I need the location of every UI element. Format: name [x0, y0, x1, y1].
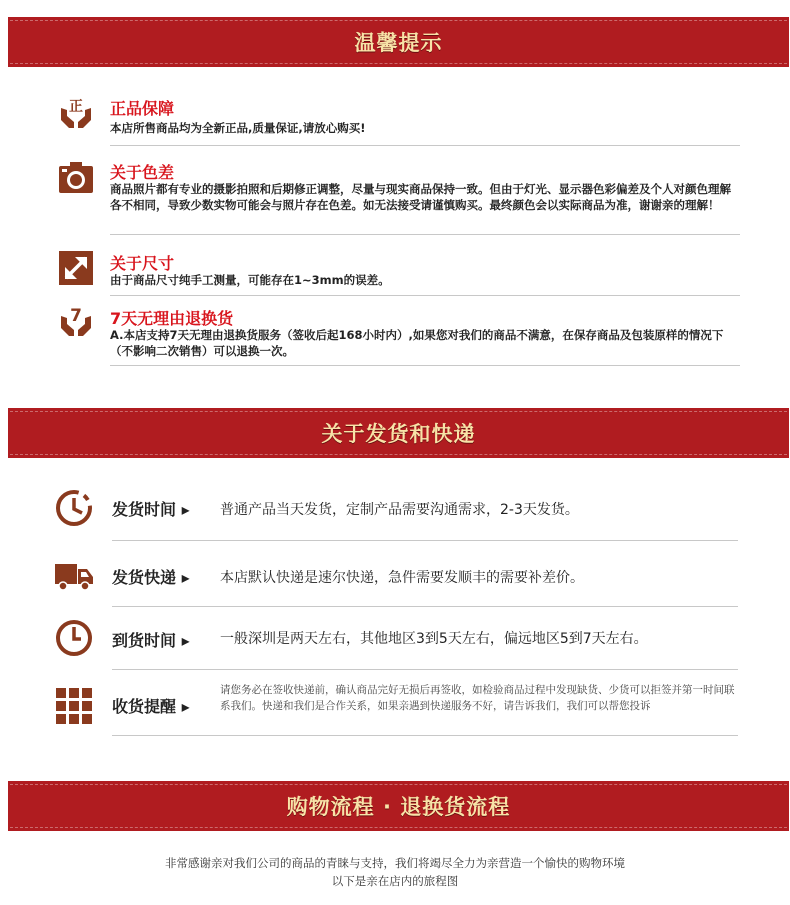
- tip-text: 商品照片都有专业的摄影拍照和后期修正调整，尽量与现实商品保持一致。但由于灯光、显示器色彩偏差及个人对颜色理解各不相同，导致少数实物可能会与照片存在色差。如无法接受请谨慎购买。最终颜色会以实际商品为准，谢谢亲的理解！: [110, 182, 731, 212]
- process-banner: [8, 781, 789, 831]
- divider: [110, 365, 740, 366]
- tip-text: 本店所售商品均为全新正品,质量保证,请放心购买!: [110, 121, 366, 135]
- thanks-text: 非常感谢亲对我们公司的商品的青睐与支持，我们将竭尽全力为亲营造一个愉快的购物环境: [165, 856, 625, 870]
- divider: [112, 669, 738, 670]
- divider: [110, 234, 740, 235]
- camera-icon: [58, 160, 94, 196]
- process-banner-title: 购物流程 · 退换货流程: [286, 795, 511, 819]
- ship-text: 请您务必在签收快递前，确认商品完好无损后再签收，如检验商品过程中发现缺货、少货可以拒签并第一时间联系我们。快递和我们是合作关系，如果亲遇到快递服务不好，请告诉我们，我们可以帮您投诉: [220, 684, 735, 712]
- ship-label: 发货时间 ▸: [112, 500, 190, 519]
- divider: [110, 145, 740, 146]
- tip-title: 关于色差: [110, 163, 175, 182]
- shipping-banner: [8, 408, 789, 458]
- ship-label: 收货提醒 ▸: [112, 697, 190, 716]
- clock-circle-icon: [54, 618, 94, 658]
- tip-text: 由于商品尺寸纯手工测量，可能存在1~3mm的误差。: [110, 273, 390, 287]
- genuine-hands-icon: [58, 96, 94, 132]
- seven-day-hands-icon: [58, 304, 94, 340]
- divider: [110, 295, 740, 296]
- svg-text:7: 7: [70, 306, 82, 326]
- ship-text: 普通产品当天发货，定制产品需要沟通需求，2-3天发货。: [220, 502, 579, 518]
- divider: [112, 606, 738, 607]
- journey-caption: 以下是亲在店内的旅程图: [331, 874, 459, 888]
- tip-text: A.本店支持7天无理由退换货服务（签收后起168小时内）,如果您对我们的商品不满意，在保存商品及包装原样的情况下（不影响二次销售）可以退换一次。: [110, 328, 724, 358]
- tips-banner: [8, 17, 789, 67]
- ship-label: 到货时间 ▸: [112, 631, 190, 650]
- tips-banner-title: 温馨提示: [354, 31, 443, 55]
- truck-icon: [54, 555, 94, 595]
- divider: [112, 735, 738, 736]
- tip-title: 正品保障: [110, 99, 175, 118]
- shipping-banner-title: 关于发货和快递: [321, 422, 476, 446]
- svg-text:正: 正: [69, 99, 83, 115]
- ship-text: 一般深圳是两天左右，其他地区3到5天左右，偏远地区5到7天左右。: [220, 631, 648, 647]
- tip-title: 7天无理由退换货: [110, 309, 234, 328]
- clock-icon: [54, 488, 94, 528]
- grid-icon: [54, 686, 94, 726]
- ship-text: 本店默认快递是速尔快递，急件需要发顺丰的需要补差价。: [220, 570, 584, 586]
- tip-title: 关于尺寸: [110, 254, 175, 273]
- resize-arrow-icon: [58, 250, 94, 286]
- ship-label: 发货快递 ▸: [112, 568, 190, 587]
- divider: [112, 540, 738, 541]
